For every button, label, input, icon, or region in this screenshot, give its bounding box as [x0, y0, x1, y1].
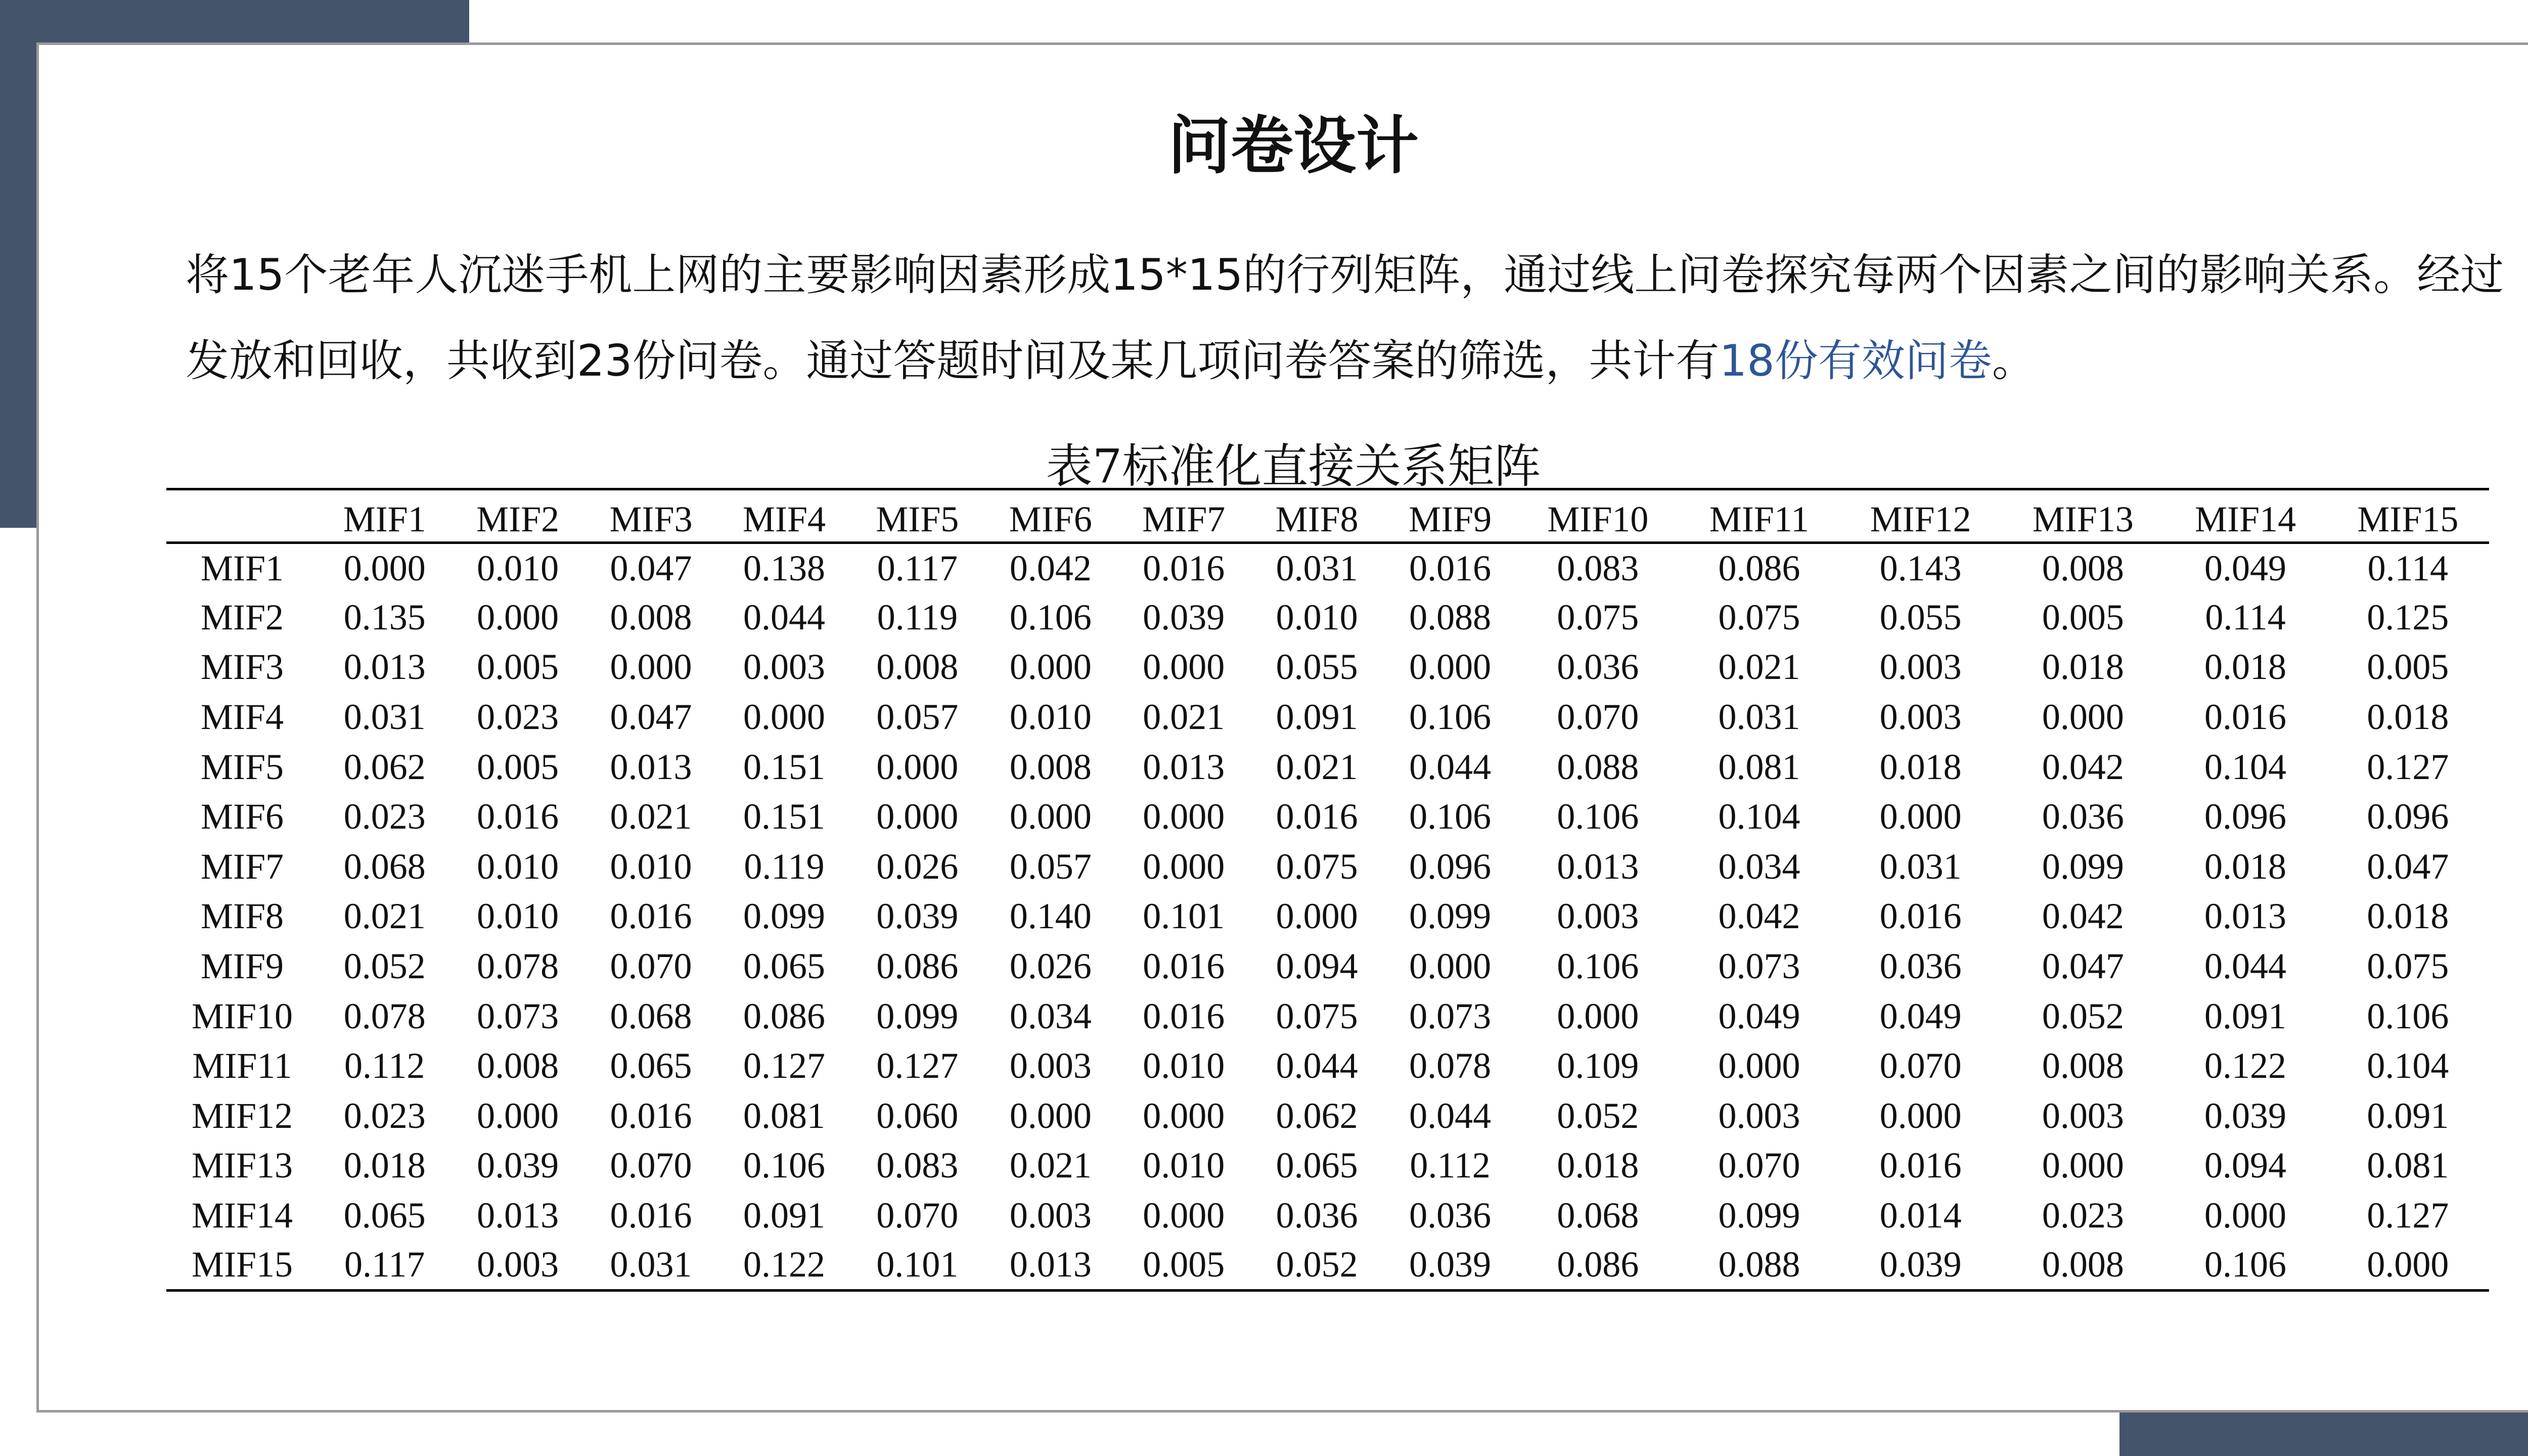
table-cell: 0.003	[477, 1244, 559, 1285]
table-cell: 0.039	[1879, 1244, 1962, 1285]
table-cell: 0.065	[610, 1045, 692, 1086]
table-cell: 0.114	[2367, 548, 2448, 588]
table-cell: 0.016	[1879, 896, 1962, 937]
row-header: MIF13	[191, 1145, 293, 1186]
table-cell: 0.104	[2367, 1045, 2449, 1086]
table-cell: 0.036	[1409, 1195, 1492, 1236]
table-cell: 0.086	[1718, 548, 1800, 588]
table-cell: 0.023	[343, 796, 426, 837]
table-cell: 0.010	[1009, 697, 1092, 738]
table-cell: 0.042	[1718, 896, 1800, 937]
row-header: MIF8	[200, 896, 284, 937]
table-cell: 0.013	[1143, 746, 1225, 787]
table-cell: 0.112	[1410, 1145, 1491, 1186]
table-cell: 0.081	[2367, 1145, 2449, 1186]
table-cell: 0.008	[2042, 548, 2124, 588]
table-cell: 0.000	[1009, 647, 1092, 688]
table-cell: 0.031	[1718, 697, 1800, 738]
table-cell: 0.052	[2042, 995, 2124, 1036]
table-cell: 0.052	[1276, 1244, 1358, 1285]
table-cell: 0.000	[2204, 1195, 2287, 1236]
table-cell: 0.122	[2204, 1045, 2287, 1086]
direct-relation-matrix-table	[166, 488, 2489, 1292]
table-cell: 0.042	[2042, 896, 2124, 937]
table-cell: 0.010	[477, 548, 559, 588]
table-cell: 0.000	[1409, 647, 1492, 688]
table-cell: 0.065	[743, 946, 825, 987]
table-cell: 0.075	[1276, 995, 1358, 1036]
table-cell: 0.068	[1557, 1195, 1639, 1236]
table-cell: 0.018	[343, 1145, 426, 1186]
table-cell: 0.106	[743, 1145, 825, 1186]
table-cell: 0.000	[1143, 846, 1225, 887]
table-cell: 0.039	[1143, 597, 1225, 638]
table-cell: 0.000	[2042, 1145, 2124, 1186]
table-cell: 0.047	[2367, 846, 2449, 887]
table-cell: 0.000	[876, 796, 959, 837]
table-cell: 0.036	[1276, 1195, 1358, 1236]
table-cell: 0.151	[743, 746, 825, 787]
table-cell: 0.010	[610, 846, 692, 887]
table-cell: 0.010	[1276, 597, 1358, 638]
table-cell: 0.091	[1276, 697, 1358, 738]
table-cell: 0.073	[1718, 946, 1800, 987]
intro-paragraph	[186, 232, 2528, 404]
table-cell: 0.119	[744, 846, 825, 887]
table-cell: 0.018	[2367, 896, 2449, 937]
table-cell: 0.000	[876, 746, 959, 787]
table-cell: 0.088	[1718, 1244, 1800, 1285]
table-cell: 0.101	[1143, 896, 1225, 937]
table-cell: 0.055	[1276, 647, 1358, 688]
table-row	[166, 1191, 2489, 1241]
table-cell: 0.000	[1009, 796, 1092, 837]
table-cell: 0.086	[743, 995, 825, 1036]
table-cell: 0.078	[477, 946, 559, 987]
table-cell: 0.112	[344, 1045, 425, 1086]
table-cell: 0.099	[1718, 1195, 1800, 1236]
table-cell: 0.013	[610, 746, 692, 787]
column-header: MIF7	[1142, 499, 1226, 539]
row-header: MIF7	[200, 846, 284, 887]
table-cell: 0.036	[1557, 647, 1639, 688]
table-cell: 0.052	[343, 946, 426, 987]
table-cell: 0.016	[1143, 946, 1225, 987]
table-cell: 0.049	[2204, 548, 2287, 588]
table-cell: 0.104	[1718, 796, 1800, 837]
table-cell: 0.034	[1009, 995, 1092, 1036]
table-cell: 0.003	[1879, 647, 1962, 688]
table-cell: 0.000	[1143, 647, 1225, 688]
table-row	[166, 892, 2489, 942]
table-cell: 0.031	[343, 697, 426, 738]
table-cell: 0.031	[1879, 846, 1962, 887]
table-cell: 0.070	[1879, 1045, 1962, 1086]
table-row	[166, 1041, 2489, 1091]
table-cell: 0.000	[477, 1095, 559, 1136]
table-cell: 0.003	[1557, 896, 1639, 937]
row-header: MIF10	[191, 995, 293, 1036]
table-cell: 0.125	[2367, 597, 2449, 638]
table-cell: 0.021	[610, 796, 692, 837]
table-cell: 0.070	[610, 1145, 692, 1186]
column-header: MIF8	[1275, 499, 1359, 539]
table-cell: 0.135	[343, 597, 426, 638]
table-cell: 0.000	[1143, 1195, 1225, 1236]
table-cell: 0.005	[477, 746, 559, 787]
table-cell: 0.005	[1143, 1244, 1225, 1285]
table-cell: 0.049	[1718, 995, 1800, 1036]
table-cell: 0.086	[876, 946, 959, 987]
table-cell: 0.042	[2042, 746, 2124, 787]
table-header-row	[166, 489, 2489, 543]
table-cell: 0.078	[343, 995, 426, 1036]
table-row	[166, 742, 2489, 792]
table-cell: 0.114	[2205, 597, 2286, 638]
slide-title: 问卷设计	[1167, 110, 1419, 183]
table-cell: 0.106	[1557, 796, 1639, 837]
table-cell: 0.008	[610, 597, 692, 638]
table-cell: 0.117	[344, 1244, 425, 1285]
table-cell: 0.013	[1557, 846, 1639, 887]
table-cell: 0.106	[2204, 1244, 2287, 1285]
row-header: MIF6	[200, 796, 284, 837]
table-cell: 0.021	[1009, 1145, 1092, 1186]
column-header: MIF1	[343, 499, 426, 539]
table-cell: 0.016	[1879, 1145, 1962, 1186]
table-row	[166, 792, 2489, 842]
row-header: MIF11	[192, 1045, 292, 1086]
table-cell: 0.047	[610, 697, 692, 738]
table-cell: 0.068	[610, 995, 692, 1036]
table-cell: 0.003	[743, 647, 825, 688]
table-cell: 0.081	[743, 1095, 825, 1136]
table-cell: 0.083	[876, 1145, 959, 1186]
table-cell: 0.091	[2367, 1095, 2449, 1136]
table-cell: 0.026	[1009, 946, 1092, 987]
table-cell: 0.065	[1276, 1145, 1358, 1186]
table-cell: 0.039	[2204, 1095, 2287, 1136]
table-row	[166, 1091, 2489, 1141]
table-cell: 0.073	[1409, 995, 1492, 1036]
column-header: MIF9	[1409, 499, 1492, 539]
table-cell: 0.005	[477, 647, 559, 688]
table-row	[166, 692, 2489, 742]
valid-count-highlight: 18份有效问卷	[1719, 336, 1992, 386]
table-cell: 0.018	[1557, 1145, 1639, 1186]
table-cell: 0.078	[1409, 1045, 1492, 1086]
table-cell: 0.003	[2042, 1095, 2124, 1136]
table-cell: 0.016	[477, 796, 559, 837]
table-cell: 0.013	[477, 1195, 559, 1236]
table-cell: 0.013	[1009, 1244, 1092, 1285]
table-cell: 0.060	[876, 1095, 959, 1136]
table-cell: 0.055	[1879, 597, 1962, 638]
table-cell: 0.044	[2204, 946, 2287, 987]
table-cell: 0.106	[2367, 995, 2449, 1036]
table-cell: 0.016	[610, 1195, 692, 1236]
row-header: MIF14	[191, 1195, 293, 1236]
table-cell: 0.106	[1557, 946, 1639, 987]
table-cell: 0.000	[1557, 995, 1639, 1036]
table-cell: 0.049	[1879, 995, 1962, 1036]
table-cell: 0.023	[477, 697, 559, 738]
table-cell: 0.096	[2204, 796, 2287, 837]
table-cell: 0.096	[1409, 846, 1492, 887]
table-cell: 0.000	[1009, 1095, 1092, 1136]
table-cell: 0.106	[1009, 597, 1092, 638]
row-header: MIF5	[200, 746, 284, 787]
table-cell: 0.016	[1143, 548, 1225, 588]
table-cell: 0.008	[477, 1045, 559, 1086]
table-cell: 0.091	[2204, 995, 2287, 1036]
table-cell: 0.000	[1409, 946, 1492, 987]
table-cell: 0.086	[1557, 1244, 1639, 1285]
table-cell: 0.010	[1143, 1145, 1225, 1186]
table-cell: 0.000	[1276, 896, 1358, 937]
table-cell: 0.008	[2042, 1045, 2124, 1086]
slide-frame	[36, 42, 2528, 1413]
table-cell: 0.008	[1009, 746, 1092, 787]
table-row	[166, 643, 2489, 693]
table-cell: 0.096	[2367, 796, 2449, 837]
intro-text-end: 。	[1992, 336, 2036, 386]
column-header: MIF5	[876, 499, 959, 539]
table-cell: 0.018	[1879, 746, 1962, 787]
column-header: MIF13	[2032, 499, 2134, 539]
column-header: MIF10	[1547, 499, 1649, 539]
table-cell: 0.094	[2204, 1145, 2287, 1186]
table-cell: 0.119	[877, 597, 958, 638]
table-cell: 0.010	[477, 896, 559, 937]
table-cell: 0.000	[477, 597, 559, 638]
table-cell: 0.021	[1143, 697, 1225, 738]
table-cell: 0.052	[1557, 1095, 1639, 1136]
table-cell: 0.062	[1276, 1095, 1358, 1136]
table-cell: 0.068	[343, 846, 426, 887]
table-cell: 0.026	[876, 846, 959, 887]
column-header: MIF2	[476, 499, 560, 539]
table-cell: 0.122	[743, 1244, 825, 1285]
table-cell: 0.127	[743, 1045, 825, 1086]
table-cell: 0.000	[343, 548, 426, 588]
table-cell: 0.003	[1879, 697, 1962, 738]
table-cell: 0.000	[743, 697, 825, 738]
table-cell: 0.091	[743, 1195, 825, 1236]
table-cell: 0.075	[1276, 846, 1358, 887]
table-cell: 0.127	[876, 1045, 959, 1086]
table-cell: 0.099	[2042, 846, 2124, 887]
row-header: MIF12	[191, 1095, 293, 1136]
table-cell: 0.010	[477, 846, 559, 887]
table-cell: 0.008	[876, 647, 959, 688]
table-row	[166, 543, 2489, 593]
table-cell: 0.044	[1409, 1095, 1492, 1136]
table-cell: 0.000	[1879, 1095, 1962, 1136]
table-cell: 0.000	[1143, 796, 1225, 837]
table-row	[166, 1141, 2489, 1191]
table-cell: 0.031	[610, 1244, 692, 1285]
table-cell: 0.044	[1409, 746, 1492, 787]
table-cell: 0.109	[1557, 1045, 1639, 1086]
table-cell: 0.023	[343, 1095, 426, 1136]
table-cell: 0.016	[610, 1095, 692, 1136]
table-cell: 0.031	[1276, 548, 1358, 588]
table-cell: 0.104	[2204, 746, 2287, 787]
table-cell: 0.047	[610, 548, 692, 588]
table-cell: 0.016	[1276, 796, 1358, 837]
table-cell: 0.081	[1718, 746, 1800, 787]
table-cell: 0.094	[1276, 946, 1358, 987]
table-caption: 表7标准化直接关系矩阵	[1046, 439, 1541, 493]
table-cell: 0.088	[1409, 597, 1492, 638]
table-cell: 0.042	[1009, 548, 1092, 588]
column-header: MIF14	[2195, 499, 2296, 539]
table-cell: 0.018	[2367, 697, 2449, 738]
row-header: MIF1	[200, 548, 284, 588]
table-cell: 0.016	[1409, 548, 1492, 588]
table-cell: 0.151	[743, 796, 825, 837]
table-cell: 0.044	[743, 597, 825, 638]
table-cell: 0.000	[2367, 1244, 2449, 1285]
table-cell: 0.021	[1718, 647, 1800, 688]
table-cell: 0.023	[2042, 1195, 2124, 1236]
table-cell: 0.013	[2204, 896, 2287, 937]
table-cell: 0.003	[1718, 1095, 1800, 1136]
table-cell: 0.106	[1409, 697, 1492, 738]
table-cell: 0.016	[610, 896, 692, 937]
table-cell: 0.062	[343, 746, 426, 787]
table-cell: 0.070	[1557, 697, 1639, 738]
table-cell: 0.127	[2367, 1195, 2449, 1236]
table-cell: 0.073	[477, 995, 559, 1036]
row-header: MIF15	[191, 1244, 293, 1285]
table-cell: 0.140	[1009, 896, 1092, 937]
table-cell: 0.065	[343, 1195, 426, 1236]
table-cell: 0.000	[2042, 697, 2124, 738]
table-cell: 0.016	[2204, 697, 2287, 738]
table-cell: 0.039	[1409, 1244, 1492, 1285]
table-cell: 0.099	[743, 896, 825, 937]
table-cell: 0.057	[876, 697, 959, 738]
table-cell: 0.005	[2367, 647, 2449, 688]
table-cell: 0.000	[610, 647, 692, 688]
table-cell: 0.101	[876, 1244, 959, 1285]
column-header: MIF4	[742, 499, 826, 539]
table-cell: 0.000	[1718, 1045, 1800, 1086]
table-cell: 0.003	[1009, 1195, 1092, 1236]
table-cell: 0.036	[2042, 796, 2124, 837]
table-body	[166, 543, 2489, 1291]
table-cell: 0.016	[1143, 995, 1225, 1036]
intro-text: 将15个老年人沉迷手机上网的主要影响因素形成15*15的行列矩阵，通过线上问卷探究每两个因素之间的影响关系。经过发放和回收，共收到23份问卷。通过答题时间及某几项问卷答案的筛选，共计有	[186, 250, 2504, 386]
table-cell: 0.000	[1143, 1095, 1225, 1136]
table-row	[166, 842, 2489, 892]
row-header: MIF4	[200, 697, 284, 738]
table-cell: 0.018	[2204, 647, 2287, 688]
column-header: MIF15	[2357, 499, 2459, 539]
table-cell: 0.014	[1879, 1195, 1962, 1236]
table-cell: 0.075	[1718, 597, 1800, 638]
table-cell: 0.083	[1557, 548, 1639, 588]
table-cell: 0.039	[477, 1145, 559, 1186]
column-header: MIF11	[1709, 499, 1810, 539]
table-cell: 0.047	[2042, 946, 2124, 987]
table-cell: 0.021	[343, 896, 426, 937]
table-cell: 0.008	[2042, 1244, 2124, 1285]
table-cell: 0.000	[1879, 796, 1962, 837]
column-header: MIF6	[1009, 499, 1092, 539]
table-cell: 0.075	[2367, 946, 2449, 987]
row-header: MIF9	[200, 946, 284, 987]
table-cell: 0.099	[1409, 896, 1492, 937]
table-cell: 0.021	[1276, 746, 1358, 787]
table-cell: 0.010	[1143, 1045, 1225, 1086]
table-cell: 0.075	[1557, 597, 1639, 638]
table-cell: 0.143	[1879, 548, 1962, 588]
table-cell: 0.106	[1409, 796, 1492, 837]
table-cell: 0.013	[343, 647, 426, 688]
table-row	[166, 941, 2489, 991]
table-cell: 0.099	[876, 995, 959, 1036]
column-header: MIF12	[1870, 499, 1971, 539]
table-row	[166, 991, 2489, 1041]
row-header: MIF3	[200, 647, 284, 688]
column-header: MIF3	[609, 499, 693, 539]
table-cell: 0.003	[1009, 1045, 1092, 1086]
row-header: MIF2	[200, 597, 284, 638]
table-cell: 0.005	[2042, 597, 2124, 638]
table-cell: 0.018	[2204, 846, 2287, 887]
table-cell: 0.070	[610, 946, 692, 987]
table-cell: 0.070	[876, 1195, 959, 1236]
table-cell: 0.057	[1009, 846, 1092, 887]
table-cell: 0.039	[876, 896, 959, 937]
table-cell: 0.117	[877, 548, 958, 588]
table-cell: 0.018	[2042, 647, 2124, 688]
table-cell: 0.036	[1879, 946, 1962, 987]
table-row	[166, 1241, 2489, 1291]
table-cell: 0.138	[743, 548, 825, 588]
table-cell: 0.044	[1276, 1045, 1358, 1086]
header-corner	[166, 489, 318, 543]
table-cell: 0.070	[1718, 1145, 1800, 1186]
table-cell: 0.088	[1557, 746, 1639, 787]
table-cell: 0.034	[1718, 846, 1800, 887]
table-cell: 0.127	[2367, 746, 2449, 787]
table-row	[166, 593, 2489, 643]
